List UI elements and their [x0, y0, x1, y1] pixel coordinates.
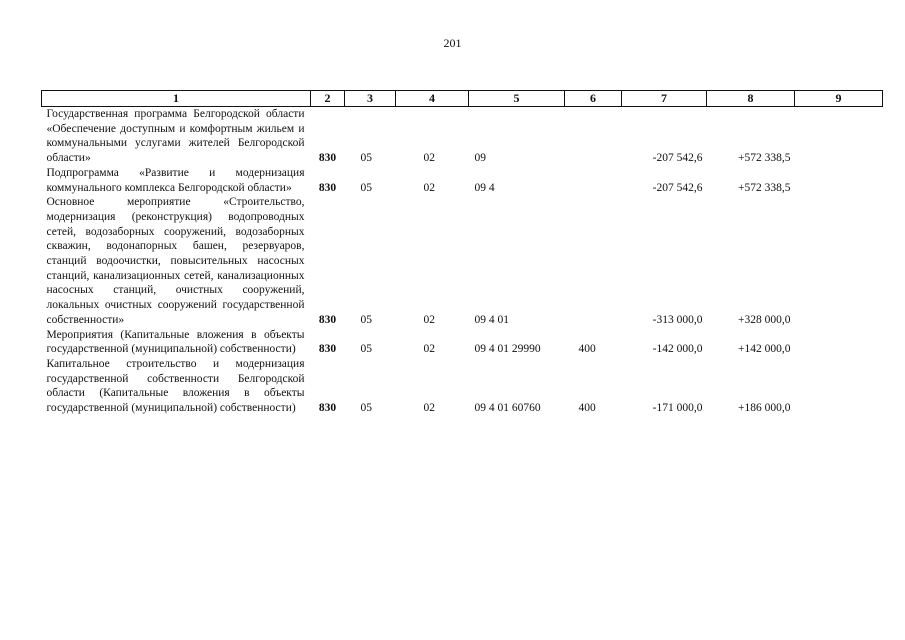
row-subsection: 02	[423, 402, 435, 415]
row-name: Основное мероприятие «Строительство, модернизация (реконструкция) водопроводных сетей, водозаборных сооружений, водозаборных скважин, водонапорных башен, резервуаров, станций водоочистки, повысительных насосных станций, канализационных сетей, канализационных насосных станций, очистных сооружений, локальных очистных сооружений государственной собственности»	[46, 196, 305, 326]
row-col9	[795, 357, 883, 416]
row-section: 05	[360, 152, 372, 165]
row-section: 05	[360, 181, 372, 194]
row-col8: +142 000,0	[738, 343, 791, 356]
table-row	[42, 107, 883, 166]
header-col-5: 5	[469, 91, 565, 107]
header-col-1: 1	[42, 91, 311, 107]
row-type: 400	[578, 343, 596, 356]
row-col7: -207 542,6	[652, 181, 703, 194]
row-target: 09 4 01 60760	[474, 402, 541, 415]
table-row	[42, 357, 883, 416]
row-col7: -142 000,0	[652, 343, 703, 356]
row-type	[565, 107, 622, 166]
row-col7: -313 000,0	[652, 313, 703, 326]
row-target: 09 4 01 29990	[474, 343, 541, 356]
budget-table	[41, 90, 883, 416]
row-target: 09 4	[474, 181, 495, 194]
header-row	[42, 91, 883, 107]
header-col-3: 3	[345, 91, 396, 107]
row-type: 400	[578, 402, 596, 415]
header-col-8: 8	[707, 91, 795, 107]
row-code: 830	[318, 343, 337, 356]
header-col-4: 4	[396, 91, 469, 107]
row-subsection: 02	[423, 181, 435, 194]
row-col7: -207 542,6	[652, 152, 703, 165]
row-code: 830	[318, 181, 337, 194]
row-section: 05	[360, 343, 372, 356]
header-col-7: 7	[622, 91, 707, 107]
row-name: Капитальное строительство и модернизация государственной собственности Белгородской области (Капитальные вложения в объекты государственной (муниципальной) собственности)	[46, 357, 305, 415]
row-target: 09 4 01	[474, 313, 509, 326]
row-col9	[795, 328, 883, 357]
row-col8: +186 000,0	[738, 402, 791, 415]
table-row	[42, 166, 883, 195]
row-col9	[795, 107, 883, 166]
row-col8: +328 000,0	[738, 313, 791, 326]
row-col8: +572 338,5	[738, 181, 791, 194]
row-name: Государственная программа Белгородской области «Обеспечение доступным и комфортным жильем и коммунальными услугами жителей Белгородской области»	[46, 108, 305, 165]
header-col-2: 2	[311, 91, 345, 107]
row-code: 830	[318, 402, 337, 415]
row-col8: +572 338,5	[738, 152, 791, 165]
row-subsection: 02	[423, 313, 435, 326]
row-section: 05	[360, 313, 372, 326]
row-col9	[795, 195, 883, 327]
header-col-6: 6	[565, 91, 622, 107]
row-target: 09	[474, 152, 486, 165]
row-name: Мероприятия (Капитальные вложения в объекты государственной (муниципальной) собственности)	[46, 328, 305, 356]
row-type	[565, 195, 622, 327]
table-row	[42, 328, 883, 357]
row-type	[565, 166, 622, 195]
row-col9	[795, 166, 883, 195]
header-col-9: 9	[795, 91, 883, 107]
row-subsection: 02	[423, 152, 435, 165]
page-number: 201	[443, 36, 462, 50]
row-col7: -171 000,0	[652, 402, 703, 415]
row-section: 05	[360, 402, 372, 415]
table-row	[42, 195, 883, 327]
row-name: Подпрограмма «Развитие и модернизация коммунального комплекса Белгородской области»	[46, 166, 305, 194]
row-subsection: 02	[423, 343, 435, 356]
row-code: 830	[318, 313, 337, 326]
row-code: 830	[318, 152, 337, 165]
